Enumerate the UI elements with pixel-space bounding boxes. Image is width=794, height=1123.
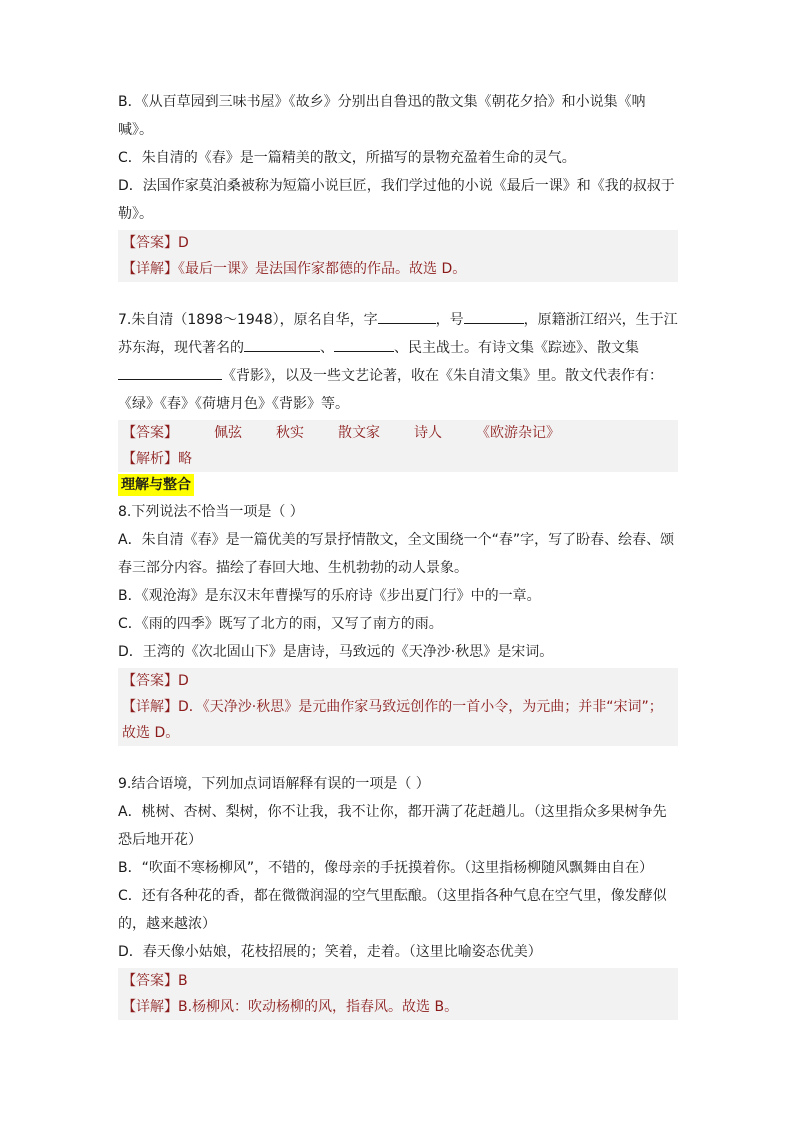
q7-answer-row [118,420,678,446]
q9-option-c-line1: C．还有各种花的香，都在微微润湿的空气里酝酿。（这里指各种气息在空气里，像发酵似 [118,888,667,904]
q8-detail-line2: 故选 D。 [122,725,180,741]
q9-detail-row [118,994,678,1020]
q7-text: ，原籍浙江绍兴，生于江 [523,312,678,328]
detail-tag: 【详解】 [122,261,178,277]
detail-tag: 【详解】 [122,699,178,715]
q7-text: 、民主战士。有诗文集《踪迹》、散文集 [394,340,639,356]
q9-option-c-line2: 的，越来越浓） [118,916,216,932]
question-7 [118,306,678,472]
q9-option-a-line1: A．桃树、杏树、梨树，你不让我，我不让你，都开满了花赶趟儿。（这里指众多果树争先 [118,804,667,820]
q6-option-b-line2: 喊》。 [118,122,153,138]
q7-answer-4: 诗人 [414,425,442,441]
q7-answer-5: 《欧游杂记》 [476,425,560,441]
q8-option-b: B．《观沧海》是东汉末年曹操写的乐府诗《步出夏门行》中的一章。 [118,588,541,604]
q8-detail-row-2 [118,720,678,746]
q8-option-a-line1: A．朱自清《春》是一篇优美的写景抒情散文，全文围绕一个“春”字，写了盼春、绘春、颂 [118,532,675,548]
q7-analysis-row [118,446,678,472]
q9-answer: B [178,973,188,989]
q7-line2 [118,334,678,362]
q9-stem: 9.结合语境，下列加点词语解释有误的一项是（ ） [118,776,430,792]
q7-text: 苏东海，现代著名的 [118,340,244,356]
q7-answer-3: 散文家 [338,425,380,441]
q9-detail: B.杨柳风：吹动杨柳的风，指春风。故选 B。 [178,999,459,1015]
q6-detail-row [118,256,678,282]
q7-text: 《背影》，以及一些文艺论著，收在《朱自清文集》里。散文代表作有： [222,368,663,384]
answer-tag: 【答案】 [122,425,178,441]
section-heading-row [118,472,678,498]
q8-option-c: C．《雨的四季》既写了北方的雨，又写了南方的雨。 [118,616,443,632]
q8-answer-row [118,668,678,694]
q6-option-d-line1: D．法国作家莫泊桑被称为短篇小说巨匠，我们学过他的小说《最后一课》和《我的叔叔于 [118,178,675,194]
q8-detail-line1: D．《天净沙·秋思》是元曲作家马致远创作的一首小令，为元曲；并非“宋词”； [178,699,663,715]
q7-line1 [118,306,678,334]
q7-text: ，号 [435,312,464,328]
question-6 [118,88,678,282]
q9-answer-row [118,968,678,994]
q7-analysis: 略 [178,451,192,467]
q7-answer-1: 佩弦 [214,425,242,441]
q7-line3 [118,362,678,390]
q8-stem: 8.下列说法不恰当一项是（ ） [118,504,304,520]
analysis-tag: 【解析】 [122,451,178,467]
q7-text: 、 [320,340,334,356]
q9-option-a-line2: 恐后地开花） [118,832,202,848]
blank-field [378,309,436,324]
answer-tag: 【答案】 [122,235,178,251]
document-page [118,88,678,1020]
q9-option-d: D．春天像小姑娘，花枝招展的；笑着，走着。（这里比喻姿态优美） [118,944,542,960]
q6-answer: D [178,235,189,251]
blank-field [464,309,524,324]
blank-field [244,337,320,352]
q6-option-c: C．朱自清的《春》是一篇精美的散文，所描写的景物充盈着生命的灵气。 [118,150,576,166]
q9-option-b: B．“吹面不寒杨柳风”，不错的，像母亲的手抚摸着你。（这里指杨柳随风飘舞由自在） [118,860,654,876]
q8-detail-row [118,694,678,720]
detail-tag: 【详解】 [122,999,178,1015]
q7-answer-2: 秋实 [276,425,304,441]
q7-line4: 《绿》《春》《荷塘月色》《背影》等。 [118,396,349,412]
q7-text: 7.朱自清（1898～1948），原名自华，字 [118,312,378,328]
question-8 [118,498,678,746]
q8-option-a-line2: 春三部分内容。描绘了春回大地、生机勃勃的动人景象。 [118,560,468,576]
q6-detail: 《最后一课》是法国作家都德的作品。故选 D。 [178,261,467,277]
blank-field [118,365,222,380]
blank-field [334,337,394,352]
spacer [118,746,678,770]
q8-answer: D [178,673,189,689]
q6-option-d-line2: 勒》。 [118,206,153,222]
q6-answer-row [118,230,678,256]
question-9 [118,770,678,1020]
q6-option-b-line1: B．《从百草园到三味书屋》《故乡》分别出自鲁迅的散文集《朝花夕拾》和小说集《呐 [118,94,646,110]
spacer [118,282,678,306]
section-heading: 理解与整合 [118,474,194,496]
q8-option-d: D．王湾的《次北固山下》是唐诗，马致远的《天净沙·秋思》是宋词。 [118,644,554,660]
answer-tag: 【答案】 [122,673,178,689]
answer-tag: 【答案】 [122,973,178,989]
